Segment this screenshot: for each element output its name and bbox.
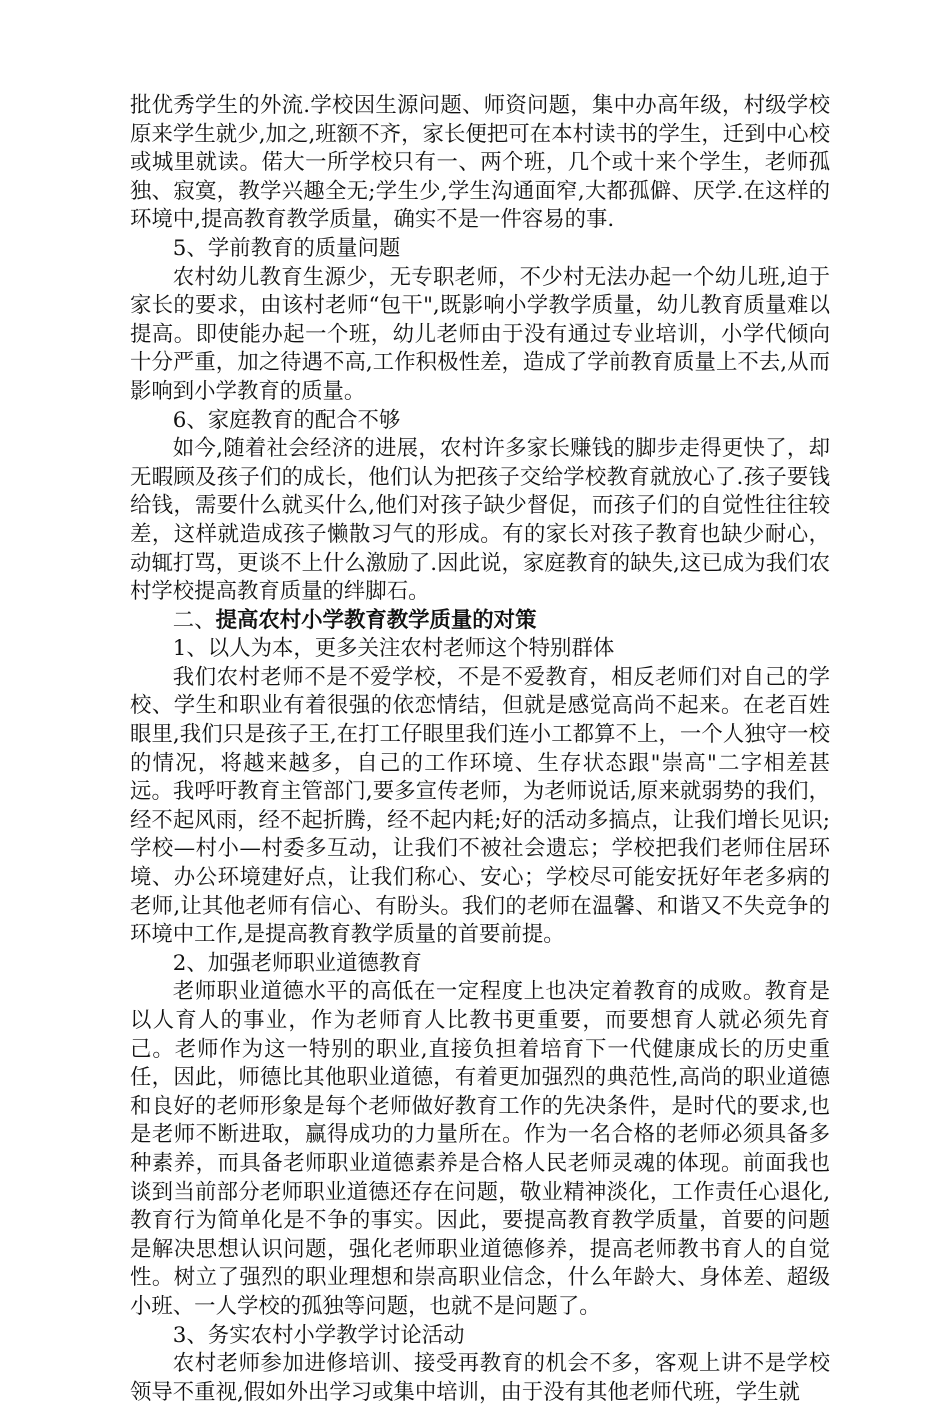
paragraph-teaching-research: 农村老师参加进修培训、接受再教育的机会不多，客观上讲不是学校领导不重视,假如外出学习或集中培训，由于没有其他老师代班，学生就 — [130, 1351, 830, 1405]
section-title: 提高农村小学教育教学质量的对策 — [215, 607, 537, 633]
heading-preschool-quality: 5、学前教育的质量问题 — [172, 235, 401, 261]
section-number: 二、 — [172, 607, 216, 633]
paragraph-people-oriented: 我们农村老师不是不爱学校，不是不爱教育，相反老师们对自己的学校、学生和职业有着很强的依恋情结，但就是感觉高尚不起来。在老百姓眼里,我们只是孩子王,在打工仔眼里我们连小工都算不上，一个人独守一校的情况，将越来越多，自己的工作环境、生存状态跟"崇高"二字相差甚远。我呼吁教育主管部门,要多宣传老师，为老师说话,原来就弱势的我们，经不起风雨，经不起折腾，经不起内耗;好的活动多搞点，让我们增长见识;学校—村小—村委多互动，让我们不被社会遗忘；学校把我们老师住居环境、办公环境建好点，让我们称心、安心；学校尽可能安抚好年老多病的老师,让其他老师有信心、有盼头。我们的老师在温馨、和谐又不失竞争的环境中工作,是提高教育教学质量的首要前提。 — [130, 664, 830, 948]
paragraph-family-education: 如今,随着社会经济的进展，农村许多家长赚钱的脚步走得更快了，却无暇顾及孩子们的成长，他们认为把孩子交给学校教育就放心了.孩子要钱给钱，需要什么就买什么,他们对孩子缺少督促，而孩子们的自觉性往往较差，这样就造成孩子懒散习气的形成。有的家长对孩子教育也缺少耐心，动辄打骂，更谈不上什么激励了.因此说，家庭教育的缺失,这已成为我们农村学校提高教育质量的绊脚石。 — [130, 436, 830, 605]
section-heading-countermeasures — [130, 607, 830, 636]
heading-teacher-ethics: 2、加强老师职业道德教育 — [172, 950, 422, 976]
heading-people-oriented: 1、以人为本，更多关注农村老师这个特别群体 — [172, 636, 615, 662]
heading-teaching-research: 3、务实农村小学教学讨论活动 — [172, 1322, 465, 1348]
paragraph-preschool-quality: 农村幼儿教育生源少，无专职老师，不少村无法办起一个幼儿班,迫于家长的要求，由该村老师“包干",既影响小学教学质量，幼儿教育质量难以提高。即使能办起一个班，幼儿老师由于没有通过专业培训，小学代倾向十分严重，加之待遇不高,工作积极性差，造成了学前教育质量上不去,从而影响到小学教育的质量。 — [130, 264, 830, 404]
document-page — [130, 92, 830, 1407]
paragraph-teacher-ethics: 老师职业道德水平的高低在一定程度上也决定着教育的成败。教育是以人育人的事业，作为老师育人比教书更重要，而要想育人就必须先育己。老师作为这一特别的职业,直接负担着培育下一代健康成长的历史重任，因此，师德比其他职业道德，有着更加强烈的典范性,高尚的职业道德和良好的老师形象是每个老师做好教育工作的先决条件，是时代的要求,也是老师不断进取，赢得成功的力量所在。作为一名合格的老师必须具备多种素养，而具备老师职业道德素养是合格人民老师灵魂的体现。前面我也谈到当前部分老师职业道德还存在问题，敬业精神淡化，工作责任心退化,教育行为简单化是不争的事实。因此，要提高教育教学质量，首要的问题是解决思想认识问题，强化老师职业道德修养，提高老师教书育人的自觉性。树立了强烈的职业理想和崇高职业信念，什么年龄大、身体差、超级小班、一人学校的孤独等问题，也就不是问题了。 — [130, 979, 830, 1319]
heading-family-education: 6、家庭教育的配合不够 — [172, 407, 401, 433]
paragraph-school-size: 批优秀学生的外流.学校因生源问题、师资问题，集中办高年级，村级学校原来学生就少,加之,班额不齐，家长便把可在本村读书的学生，迁到中心校或城里就读。偌大一所学校只有一、两个班，几个或十来个学生，老师孤独、寂寞，教学兴趣全无;学生少,学生沟通面窄,大都孤僻、厌学.在这样的环境中,提高教育教学质量，确实不是一件容易的事. — [130, 93, 830, 233]
